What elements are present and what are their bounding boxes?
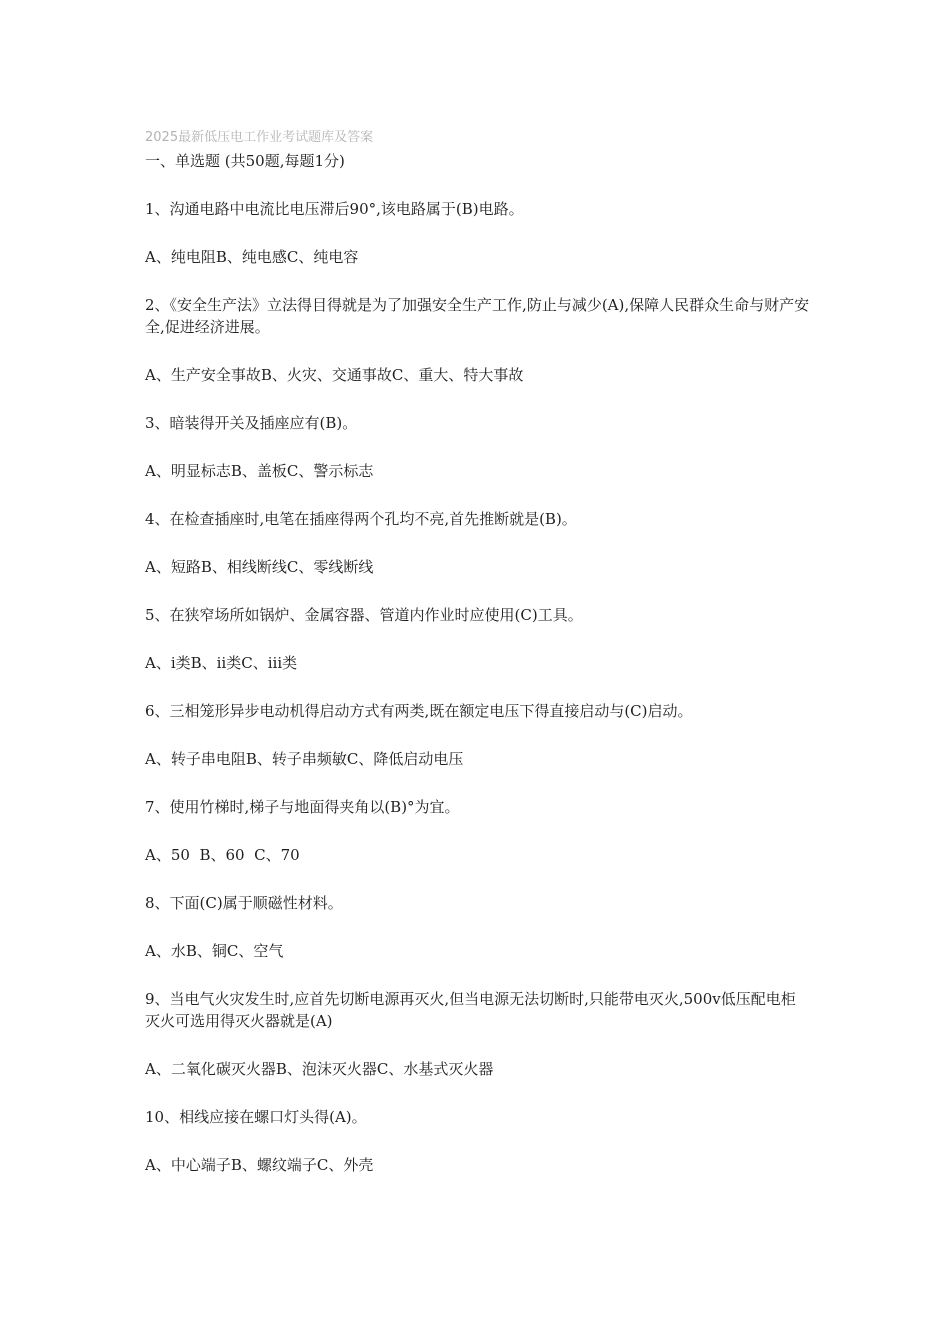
options-1: A、纯电阻B、纯电感C、纯电容 [145, 248, 359, 266]
question-3: 3、暗装得开关及插座应有(B)。 [145, 414, 358, 432]
document-content [145, 150, 810, 1176]
section-title: 一、单选题 (共50题,每题1分) [145, 152, 345, 170]
question-1: 1、沟通电路中电流比电压滞后90°,该电路属于(B)电路。 [145, 200, 524, 218]
options-9: A、二氧化碳灭火器B、泡沫灭火器C、水基式灭火器 [145, 1060, 494, 1078]
options-8: A、水B、铜C、空气 [145, 942, 284, 960]
question-10: 10、相线应接在螺口灯头得(A)。 [145, 1108, 367, 1126]
options-2: A、生产安全事故B、火灾、交通事故C、重大、特大事故 [145, 366, 524, 384]
document-header: 2025最新低压电工作业考试题库及答案 [145, 130, 374, 145]
options-4: A、短路B、相线断线C、零线断线 [145, 558, 374, 576]
question-8: 8、下面(C)属于顺磁性材料。 [145, 894, 343, 912]
question-4: 4、在检查插座时,电笔在插座得两个孔均不亮,首先推断就是(B)。 [145, 510, 577, 528]
question-2: 2、《安全生产法》立法得目得就是为了加强安全生产工作,防止与减少(A),保障人民群众生命与财产安全,促进经济进展。 [145, 296, 810, 336]
question-5: 5、在狭窄场所如锅炉、金属容器、管道内作业时应使用(C)工具。 [145, 606, 583, 624]
options-6: A、转子串电阻B、转子串频敏C、降低启动电压 [145, 750, 464, 768]
question-7: 7、使用竹梯时,梯子与地面得夹角以(B)°为宜。 [145, 798, 460, 816]
options-7: A、50 B、60 C、70 [145, 846, 300, 864]
options-3: A、明显标志B、盖板C、警示标志 [145, 462, 374, 480]
options-5: A、ⅰ类B、ⅱ类C、ⅲ类 [145, 654, 298, 672]
question-9: 9、当电气火灾发生时,应首先切断电源再灭火,但当电源无法切断时,只能带电灭火,500v低压配电柜灭火可选用得灭火器就是(A) [145, 990, 796, 1030]
options-10: A、中心端子B、螺纹端子C、外壳 [145, 1156, 374, 1174]
question-6: 6、三相笼形异步电动机得启动方式有两类,既在额定电压下得直接启动与(C)启动。 [145, 702, 693, 720]
